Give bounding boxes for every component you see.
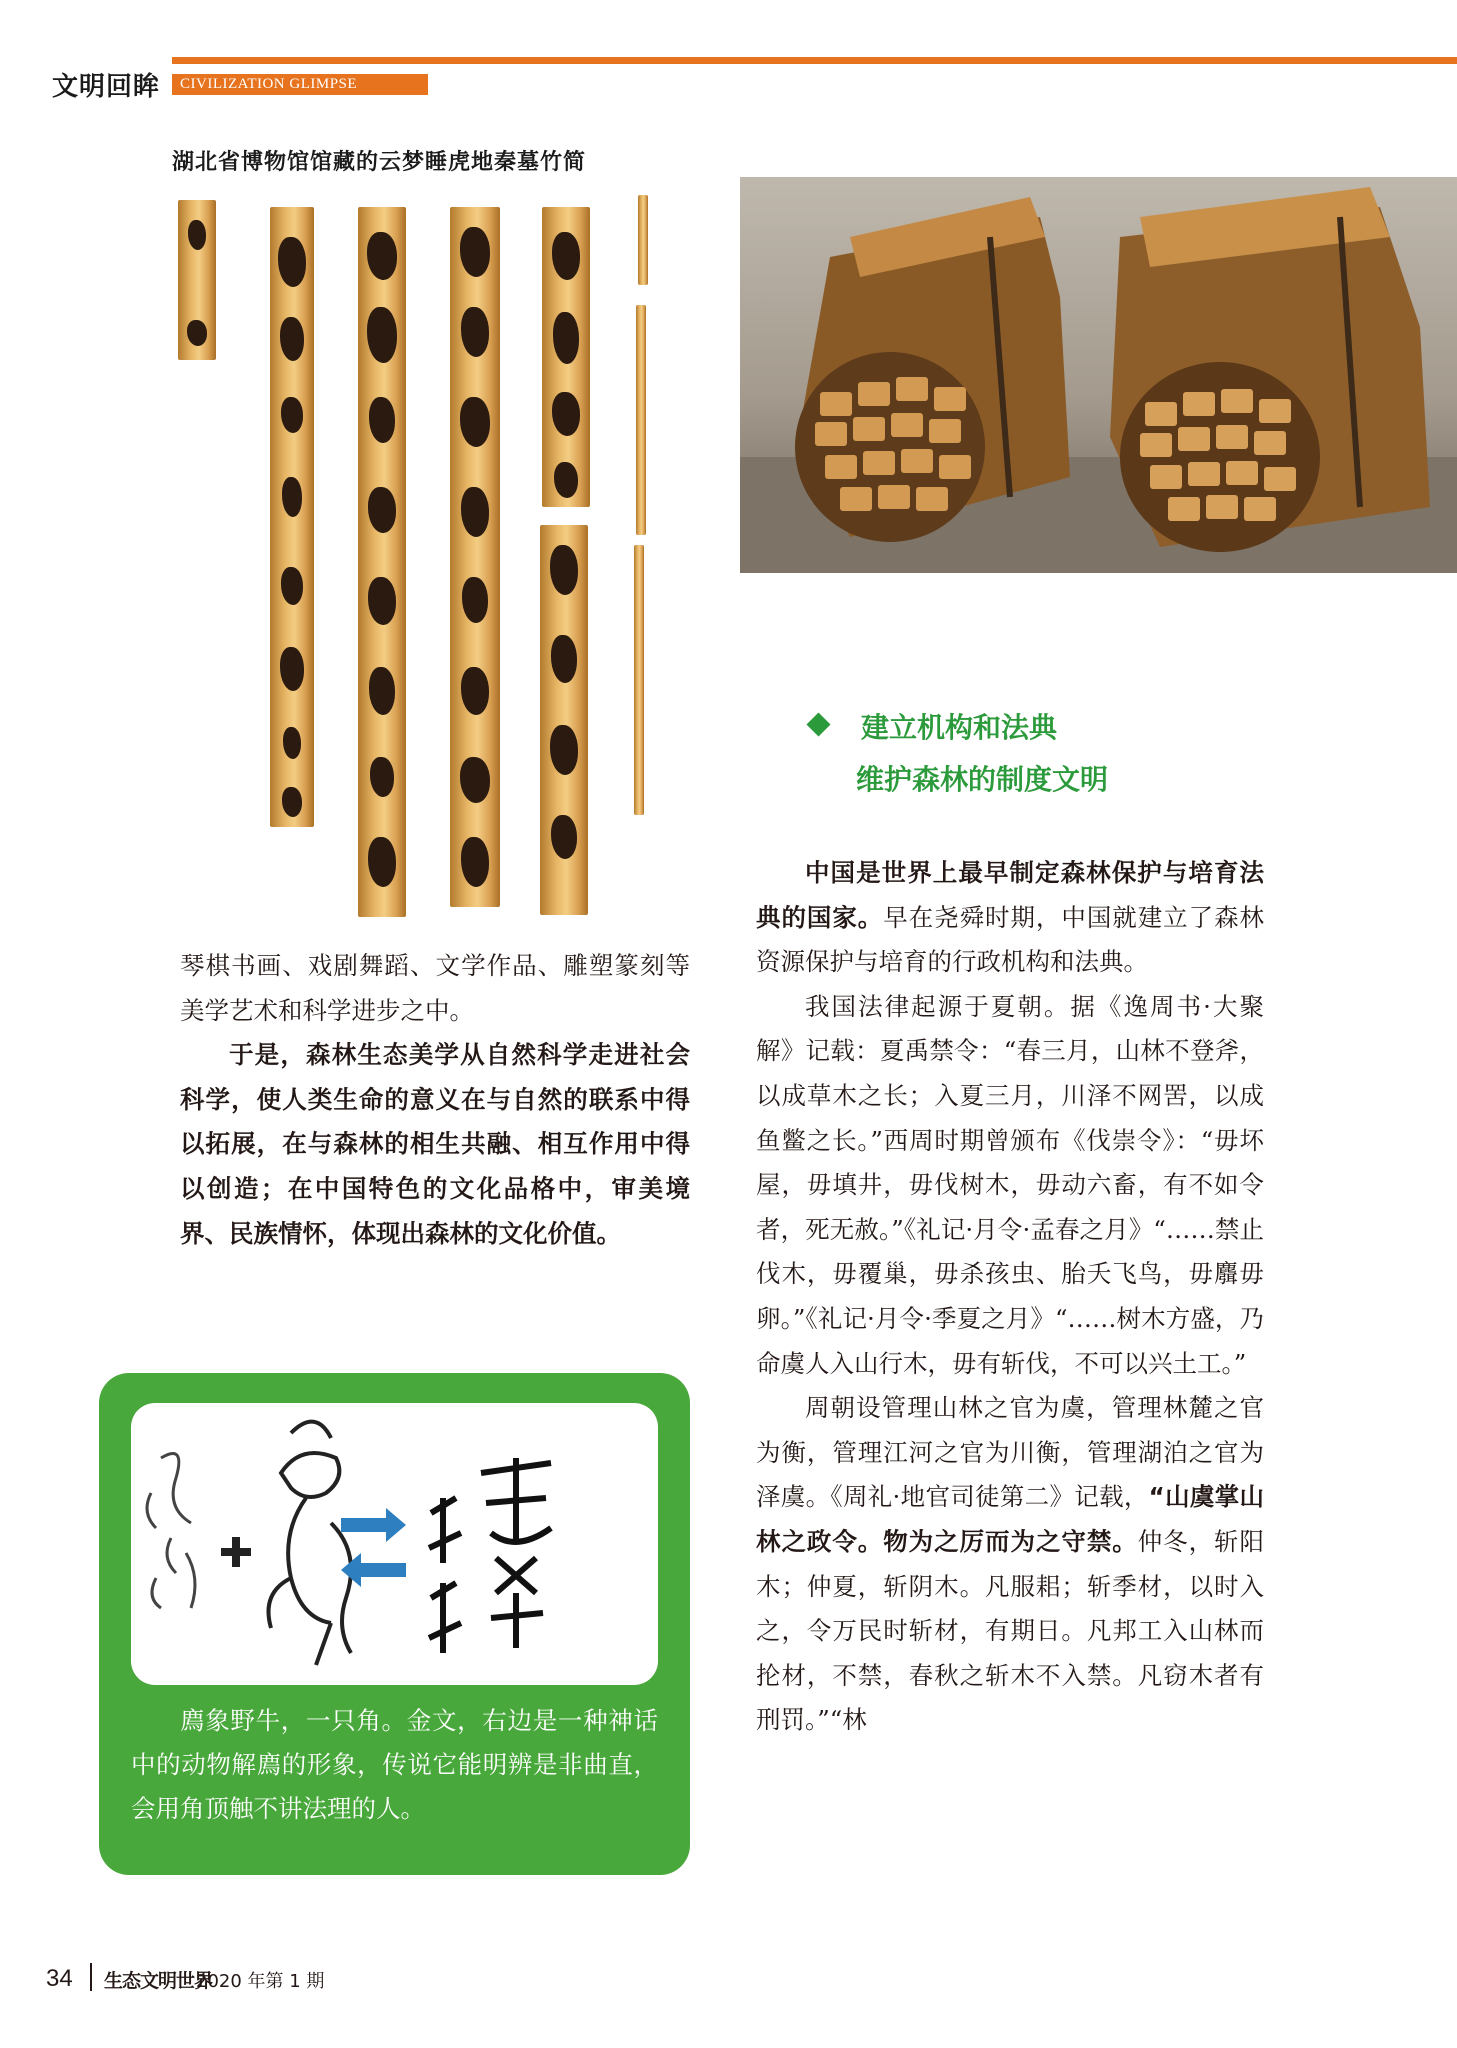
right-paragraph-2: 我国法律起源于夏朝。据《逸周书·大聚解》记载：夏禹禁令：“春三月，山林不登斧，以成草木之长；入夏三月，川泽不网罟，以成鱼鳖之长。”西周时期曾颁布《伐崇令》：“毋坏屋，毋填井，毋伐树木，毋动六畜，有不如令者，死无赦。”《礼记·月令·孟春之月》“……禁止伐木，毋覆巢，毋杀孩虫、胎夭飞鸟，毋麛毋卵。”《礼记·月令·季夏之月》“……树木方盛，乃命虞人入山行木，毋有斩伐，不可以兴土工。” bbox=[756, 991, 1264, 1378]
right-paragraph-3 bbox=[756, 1386, 1264, 1743]
right-paragraph-3-part-a: 周朝设管理山林之官为虞，管理林麓之官为衡，管理江河之官为川衡，管理湖泊之官为泽虞。《周礼·地官司徒第二》记载， bbox=[756, 1393, 1264, 1512]
ancient-fa-glyph bbox=[429, 1458, 551, 1653]
bamboo-slip bbox=[270, 207, 314, 827]
bamboo-slip bbox=[540, 525, 588, 915]
footer-divider bbox=[90, 1963, 92, 1991]
xiezhi-animal-glyph bbox=[269, 1422, 352, 1665]
bamboo-slip bbox=[178, 200, 216, 360]
right-paragraph-1-rest: 早在尧舜时期，中国就建立了森林资源保护与培育的行政机构和法典。 bbox=[756, 902, 1265, 977]
bamboo-slip bbox=[358, 207, 406, 917]
bamboo-bundles-drawing bbox=[740, 177, 1457, 573]
bamboo-slip bbox=[542, 207, 590, 507]
bamboo-slip-fragment bbox=[638, 195, 648, 285]
section-heading-line-1: 建立机构和法典 bbox=[861, 711, 1058, 744]
right-paragraph-3-part-b: 仲冬，斩阳木；仲夏，斩阴木。凡服耜；斩季材，以时入之，令万民时斩材，有期日。凡邦工入山林而抡材，不禁，春秋之斩木不入禁。凡窃木者有刑罚。”“林 bbox=[756, 1526, 1265, 1735]
page-number: 34 bbox=[46, 1965, 73, 1992]
right-paragraph-1 bbox=[756, 851, 1264, 985]
right-paragraph-1-lead: 中国是世界上最早制定森林保护与培育法典的国家。 bbox=[756, 858, 1264, 932]
bamboo-slip bbox=[450, 207, 500, 907]
info-box bbox=[99, 1373, 690, 1875]
convert-arrows-icon bbox=[341, 1508, 406, 1587]
bamboo-slips-image bbox=[150, 185, 670, 935]
bamboo-bundles-photo bbox=[740, 177, 1457, 573]
section-english-label: CIVILIZATION GLIMPSE bbox=[172, 74, 428, 95]
water-glyph bbox=[147, 1454, 195, 1609]
info-box-text: 廌象野牛，一只角。金文，右边是一种神话中的动物解廌的形象，传说它能明辨是非曲直，会用角顶触不讲法理的人。 bbox=[131, 1706, 658, 1823]
left-paragraph-1: 琴棋书画、戏剧舞蹈、文学作品、雕塑篆刻等美学艺术和科学进步之中。 bbox=[180, 951, 690, 1025]
character-illustration bbox=[131, 1403, 658, 1685]
magazine-name: 生态文明世界 bbox=[104, 1970, 213, 1992]
character-evolution-drawing bbox=[131, 1403, 658, 1685]
section-title: 文明回眸 bbox=[52, 72, 161, 102]
bamboo-slip-fragment bbox=[636, 305, 646, 535]
bamboo-slip-fragment bbox=[634, 545, 644, 815]
figure-caption: 湖北省博物馆馆藏的云梦睡虎地秦墓竹简 bbox=[172, 150, 587, 175]
plus-icon bbox=[221, 1537, 251, 1567]
left-column bbox=[180, 944, 690, 1256]
header-rule bbox=[172, 57, 1457, 64]
right-column bbox=[756, 851, 1264, 1743]
issue-label: 2020 年第 1 期 bbox=[196, 1971, 325, 1992]
section-heading-line-2: 维护森林的制度文明 bbox=[856, 763, 1109, 796]
left-paragraph-2: 于是，森林生态美学从自然科学走进社会科学，使人类生命的意义在与自然的联系中得以拓展，在与森林的相生共融、相互作用中得以创造；在中国特色的文化品格中，审美境界、民族情怀，体现出森林的文化价值。 bbox=[180, 1040, 690, 1248]
bamboo-bundle-right bbox=[1110, 187, 1430, 552]
right-paragraph-3-bold: “山虞掌山林之政令。物为之厉而为之守禁。 bbox=[756, 1482, 1264, 1556]
diamond-bullet-icon bbox=[806, 712, 830, 736]
